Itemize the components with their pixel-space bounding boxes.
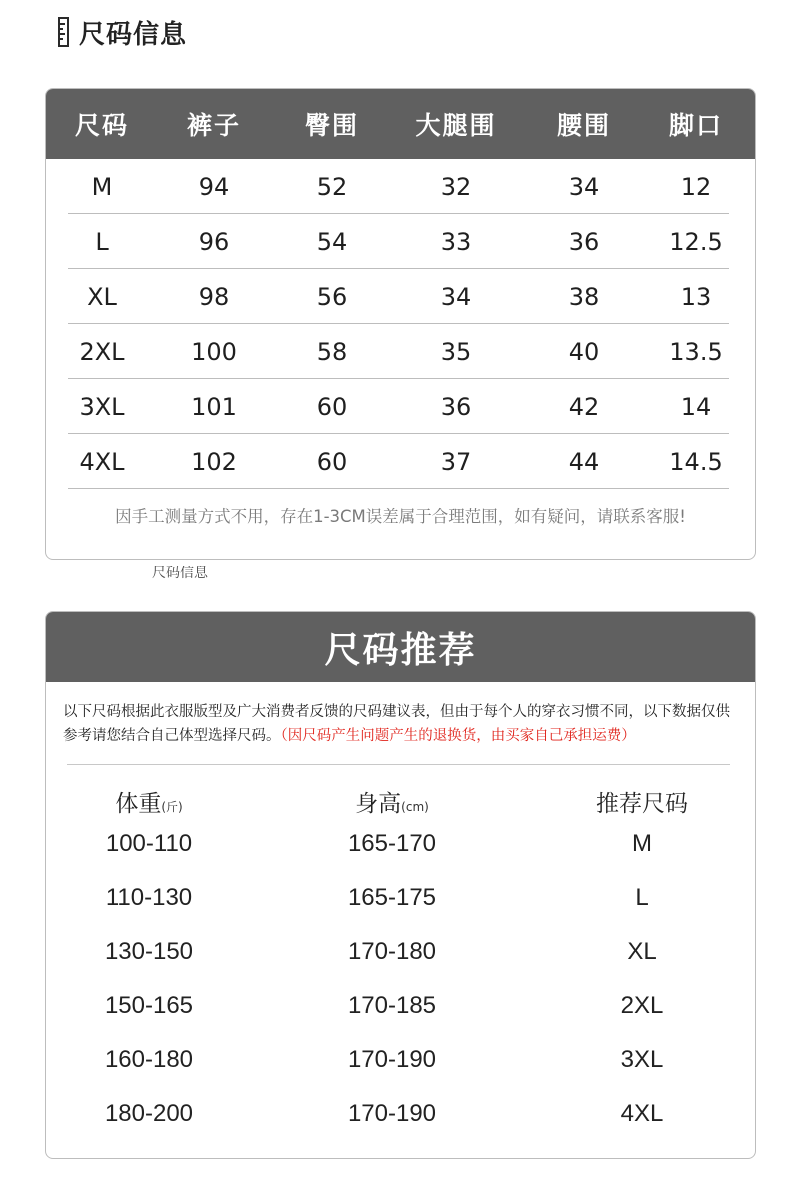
cell-hem: 12.5 bbox=[669, 227, 723, 256]
cell-pants: 100 bbox=[191, 337, 237, 366]
cell-waist: 44 bbox=[568, 447, 600, 476]
cell-pants: 96 bbox=[198, 227, 230, 256]
cell-hem: 14.5 bbox=[669, 447, 723, 476]
cell-hem: 13.5 bbox=[669, 337, 723, 366]
cell-pants: 101 bbox=[191, 392, 237, 421]
cell-thigh: 37 bbox=[440, 447, 472, 476]
cell-size: 2XL bbox=[79, 337, 125, 366]
cell-size: XL bbox=[627, 938, 657, 965]
cell-hip: 54 bbox=[316, 227, 348, 256]
header-hem: 脚口 bbox=[668, 111, 723, 140]
cell-thigh: 32 bbox=[440, 172, 472, 201]
cell-size: 4XL bbox=[620, 1100, 664, 1127]
cell-thigh: 33 bbox=[440, 227, 472, 256]
table-row bbox=[46, 925, 755, 979]
cell-height: 165-170 bbox=[347, 830, 437, 857]
header-waist: 腰围 bbox=[556, 111, 611, 140]
ruler-icon bbox=[58, 17, 69, 47]
table-row bbox=[46, 1087, 755, 1141]
cell-thigh: 35 bbox=[440, 337, 472, 366]
table-row bbox=[46, 434, 755, 489]
cell-size: 4XL bbox=[79, 447, 125, 476]
size-table-body bbox=[46, 159, 755, 489]
recommend-table-body bbox=[46, 817, 755, 1141]
cell-weight: 100-110 bbox=[105, 830, 193, 857]
recommend-title: 尺码推荐 bbox=[324, 629, 477, 671]
cell-hip: 60 bbox=[316, 447, 348, 476]
section-title-row bbox=[58, 14, 187, 50]
cell-hip: 52 bbox=[316, 172, 348, 201]
cell-size: XL bbox=[87, 282, 117, 311]
header-weight-unit: (斤) bbox=[161, 800, 183, 814]
ghost-section-title: 尺码信息 bbox=[152, 566, 208, 581]
cell-height: 170-190 bbox=[347, 1100, 437, 1127]
cell-pants: 102 bbox=[191, 447, 237, 476]
size-recommend-card bbox=[45, 611, 756, 1159]
header-size: 尺码 bbox=[74, 111, 129, 140]
cell-weight: 180-200 bbox=[104, 1100, 194, 1127]
cell-weight: 160-180 bbox=[104, 1046, 194, 1073]
cell-waist: 34 bbox=[568, 172, 600, 201]
cell-waist: 42 bbox=[568, 392, 600, 421]
cell-weight: 130-150 bbox=[104, 938, 194, 965]
cell-pants: 98 bbox=[198, 282, 230, 311]
header-height bbox=[252, 785, 532, 818]
size-table-header bbox=[46, 89, 755, 159]
table-row bbox=[46, 817, 755, 871]
header-height-unit: (cm) bbox=[401, 800, 429, 814]
cell-size: 2XL bbox=[620, 992, 664, 1019]
cell-height: 170-190 bbox=[347, 1046, 437, 1073]
recommend-header bbox=[46, 612, 755, 682]
cell-size: 3XL bbox=[79, 392, 125, 421]
table-row bbox=[46, 324, 755, 379]
table-row bbox=[46, 871, 755, 925]
cell-height: 170-180 bbox=[347, 938, 437, 965]
table-row bbox=[46, 159, 755, 214]
recommend-description-text: 以下尺码根据此衣服版型及广大消费者反馈的尺码建议表，但由于每个人的穿衣习惯不同，以下数据仅供参考请您结合自己体型选择尺码。 bbox=[63, 704, 730, 744]
header-height-label: 身高 bbox=[355, 791, 402, 817]
header-pants: 裤子 bbox=[186, 111, 241, 140]
header-weight-label: 体重 bbox=[115, 791, 162, 817]
cell-size: M bbox=[91, 172, 113, 201]
cell-hip: 56 bbox=[316, 282, 348, 311]
recommend-warning: （因尺码产生问题产生的退换货，由买家自己承担运费） bbox=[280, 728, 636, 744]
header-weight bbox=[46, 785, 252, 818]
cell-size: M bbox=[632, 830, 652, 857]
cell-hip: 58 bbox=[316, 337, 348, 366]
divider bbox=[67, 764, 730, 765]
cell-thigh: 36 bbox=[440, 392, 472, 421]
cell-size: L bbox=[95, 227, 109, 256]
table-row bbox=[46, 1033, 755, 1087]
cell-weight: 150-165 bbox=[104, 992, 194, 1019]
cell-hem: 12 bbox=[680, 172, 712, 201]
table-row bbox=[46, 214, 755, 269]
cell-hem: 14 bbox=[680, 392, 712, 421]
cell-waist: 38 bbox=[568, 282, 600, 311]
cell-hem: 13 bbox=[680, 282, 712, 311]
table-row bbox=[46, 979, 755, 1033]
cell-hip: 60 bbox=[316, 392, 348, 421]
header-hip: 臀围 bbox=[304, 111, 359, 140]
cell-size: L bbox=[635, 884, 649, 911]
cell-thigh: 34 bbox=[440, 282, 472, 311]
cell-size: 3XL bbox=[620, 1046, 664, 1073]
section-title: 尺码信息 bbox=[79, 19, 188, 50]
cell-weight: 110-130 bbox=[105, 884, 193, 911]
header-recommended-size: 推荐尺码 bbox=[596, 791, 688, 817]
cell-pants: 94 bbox=[198, 172, 230, 201]
cell-height: 165-175 bbox=[347, 884, 437, 911]
header-thigh: 大腿围 bbox=[415, 111, 497, 140]
table-row bbox=[46, 379, 755, 434]
cell-waist: 40 bbox=[568, 337, 600, 366]
recommend-table-header bbox=[46, 785, 755, 815]
cell-waist: 36 bbox=[568, 227, 600, 256]
cell-height: 170-185 bbox=[347, 992, 437, 1019]
table-row bbox=[46, 269, 755, 324]
measurement-note: 因手工测量方式不用，存在1-3CM误差属于合理范围，如有疑问，请联系客服! bbox=[115, 507, 686, 526]
recommend-description bbox=[63, 700, 737, 748]
size-table-card bbox=[45, 88, 756, 560]
